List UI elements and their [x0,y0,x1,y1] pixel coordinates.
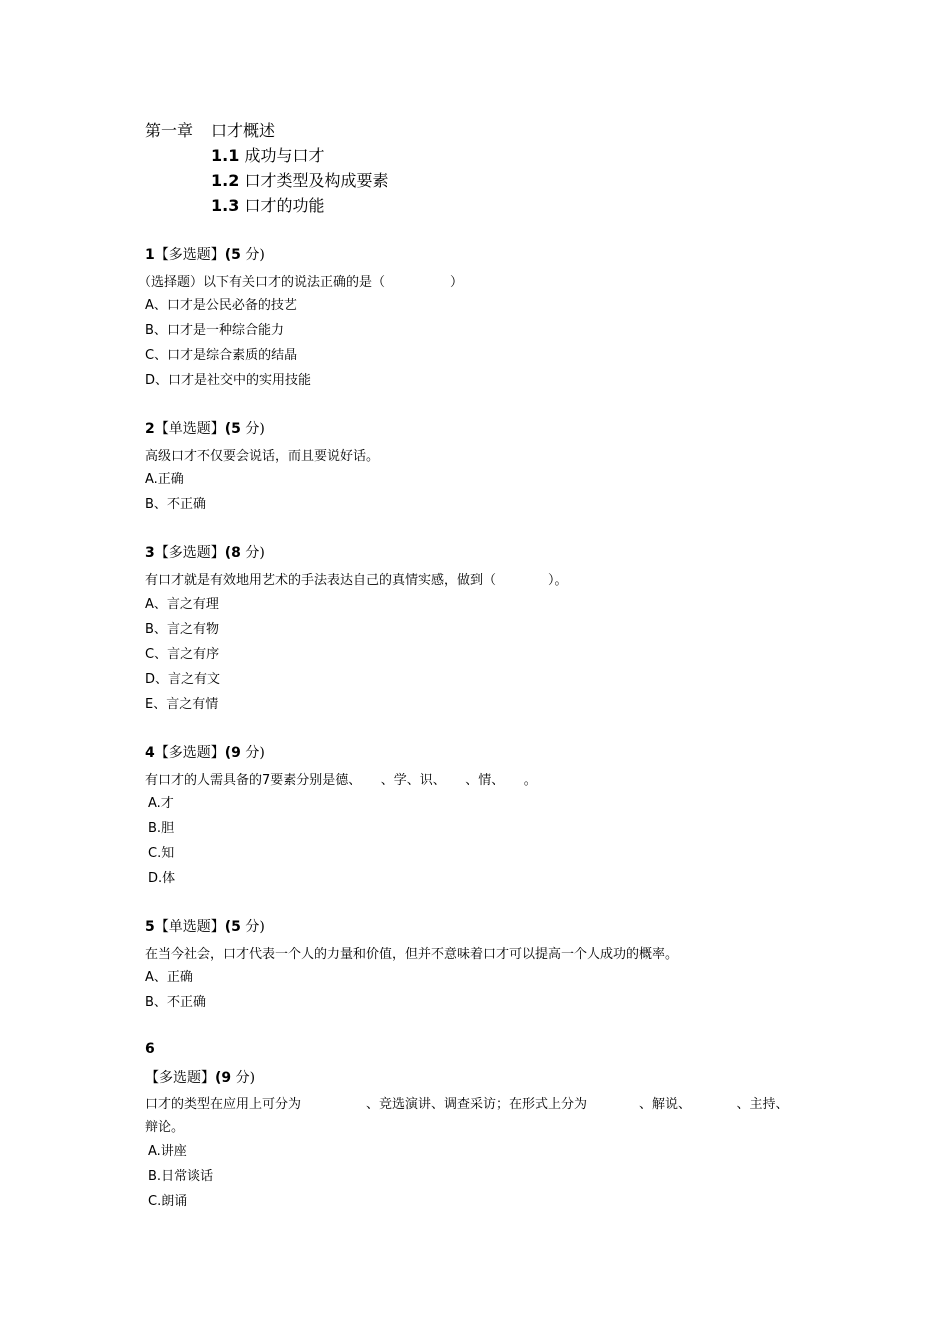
option-sep: 、 [153,697,167,712]
option-letter: C [145,647,155,662]
option-sep: 、 [153,597,167,612]
option-d[interactable] [148,867,175,886]
option-a[interactable] [145,966,193,985]
option-letter: C. [148,846,162,861]
option-letter: D [145,373,156,388]
question-6-text-line1: 口才的类型在应用上可分为 、竞选演讲、调查采访；在形式上分为 、解说、 、主持、 [145,1097,789,1112]
question-5-text: 在当今社会，口才代表一个人的力量和价值，但并不意味着口才可以提高一个人成功的概率。 [145,947,679,962]
section-number: 1.3 [211,196,240,215]
question-6-number [145,1041,155,1057]
option-letter: B [145,622,154,637]
score-unit: 分) [235,1070,256,1086]
option-letter: A. [148,1144,161,1159]
option-c[interactable] [145,643,219,662]
option-sep: 、 [153,622,167,637]
chapter-title: 口才概述 [211,121,276,140]
option-c[interactable] [145,344,297,363]
option-letter: A [145,597,154,612]
question-score: (9 [215,1070,232,1086]
option-letter: A [145,970,154,985]
option-sep: 、 [154,647,168,662]
option-letter: B [145,497,154,512]
option-letter: B. [148,1169,162,1184]
option-a[interactable] [148,1140,187,1159]
score-unit: 分) [245,745,265,761]
option-letter: E [145,697,154,712]
option-text: 口才是综合素质的结晶 [167,348,298,363]
section-title: 口才的功能 [244,196,325,215]
question-2-header [145,418,265,438]
option-e[interactable] [145,693,218,712]
option-b[interactable] [145,618,219,637]
option-letter: B. [148,821,162,836]
option-d[interactable] [145,369,311,388]
option-sep: 、 [155,373,169,388]
option-text: 口才是社交中的实用技能 [168,373,312,388]
option-b[interactable] [148,1165,213,1184]
option-a[interactable] [145,294,297,313]
section-1-3 [211,193,324,216]
score-unit: 分) [245,545,265,561]
option-b[interactable] [145,991,206,1010]
question-number: 1 [145,247,155,263]
section-1-2 [211,168,388,191]
option-sep: 、 [154,348,168,363]
option-text: 言之有情 [166,697,219,712]
option-letter: B [145,323,154,338]
option-letter: D. [148,871,163,886]
question-score: (5 [224,247,241,263]
question-type: 【多选题】 [154,545,225,561]
question-5-header [145,916,265,936]
section-1-1 [211,143,324,166]
score-unit: 分) [245,919,265,935]
question-1-header [145,244,265,264]
question-number: 5 [145,919,155,935]
option-text: 才 [160,796,174,811]
option-d[interactable] [145,668,220,687]
chapter-label: 第一章 [145,121,194,140]
option-c[interactable] [148,842,174,861]
option-sep: 、 [153,323,167,338]
option-text: 讲座 [160,1144,187,1159]
option-text: 知 [161,846,175,861]
question-2-text: 高级口才不仅要会说话，而且要说好话。 [145,449,380,464]
question-3-header [145,542,265,562]
question-type: 【多选题】 [154,745,225,761]
question-text-number: 7 [262,773,271,788]
option-sep: 、 [153,497,167,512]
option-b[interactable] [148,817,174,836]
option-letter: B [145,995,154,1010]
question-4-header [145,742,265,762]
option-text: 胆 [161,821,175,836]
option-letter: A. [148,796,161,811]
option-text: 口才是一种综合能力 [166,323,284,338]
option-text: 言之有文 [168,672,221,687]
option-text: 口才是公民必备的技艺 [166,298,297,313]
option-letter: D [145,672,156,687]
option-text: 言之有序 [167,647,220,662]
question-text-part: 有口才的人需具备的 [145,773,263,788]
option-a[interactable] [145,468,184,487]
question-1-text: （选择题）以下有关口才的说法正确的是（ ） [138,275,464,290]
question-3-text: 有口才就是有效地用艺术的手法表达自己的真情实感，做到（ ）。 [145,573,568,588]
option-letter: A [145,298,154,313]
question-score: (9 [224,745,241,761]
option-text: 体 [162,871,176,886]
option-a[interactable] [148,792,174,811]
option-text: 正确 [157,472,184,487]
option-text: 不正确 [166,995,206,1010]
option-sep: 、 [153,298,167,313]
option-sep: 、 [155,672,169,687]
option-letter: C [145,348,155,363]
option-c[interactable] [148,1190,187,1209]
score-unit: 分) [245,247,265,263]
question-4-text [145,769,537,788]
question-score: (8 [224,545,241,561]
question-number: 4 [145,745,155,761]
section-number: 1.2 [211,171,240,190]
question-number: 6 [145,1041,155,1057]
question-type: 【单选题】 [154,919,225,935]
option-text: 言之有物 [166,622,219,637]
option-text: 正确 [166,970,193,985]
question-number: 3 [145,545,155,561]
score-unit: 分) [245,421,265,437]
question-type: 【单选题】 [154,421,225,437]
option-a[interactable] [145,593,219,612]
question-6-header [145,1067,255,1087]
chapter-heading [145,118,275,141]
option-letter: A. [145,472,158,487]
option-text: 日常谈话 [161,1169,214,1184]
section-title: 口才类型及构成要素 [244,171,389,190]
option-letter: C. [148,1194,162,1209]
section-title: 成功与口才 [244,146,325,165]
question-score: (5 [224,421,241,437]
question-score: (5 [224,919,241,935]
question-text-part: 要素分别是德、 、学、识、 、情、 。 [270,773,537,788]
option-b[interactable] [145,319,284,338]
section-number: 1.1 [211,146,240,165]
option-sep: 、 [153,995,167,1010]
question-6-text-line2: 辩论。 [145,1120,185,1135]
option-text: 不正确 [166,497,206,512]
option-b[interactable] [145,493,206,512]
question-number: 2 [145,421,155,437]
option-text: 言之有理 [166,597,219,612]
question-type: 【多选题】 [145,1070,215,1086]
option-sep: 、 [153,970,167,985]
question-type: 【多选题】 [154,247,225,263]
option-text: 朗诵 [161,1194,188,1209]
